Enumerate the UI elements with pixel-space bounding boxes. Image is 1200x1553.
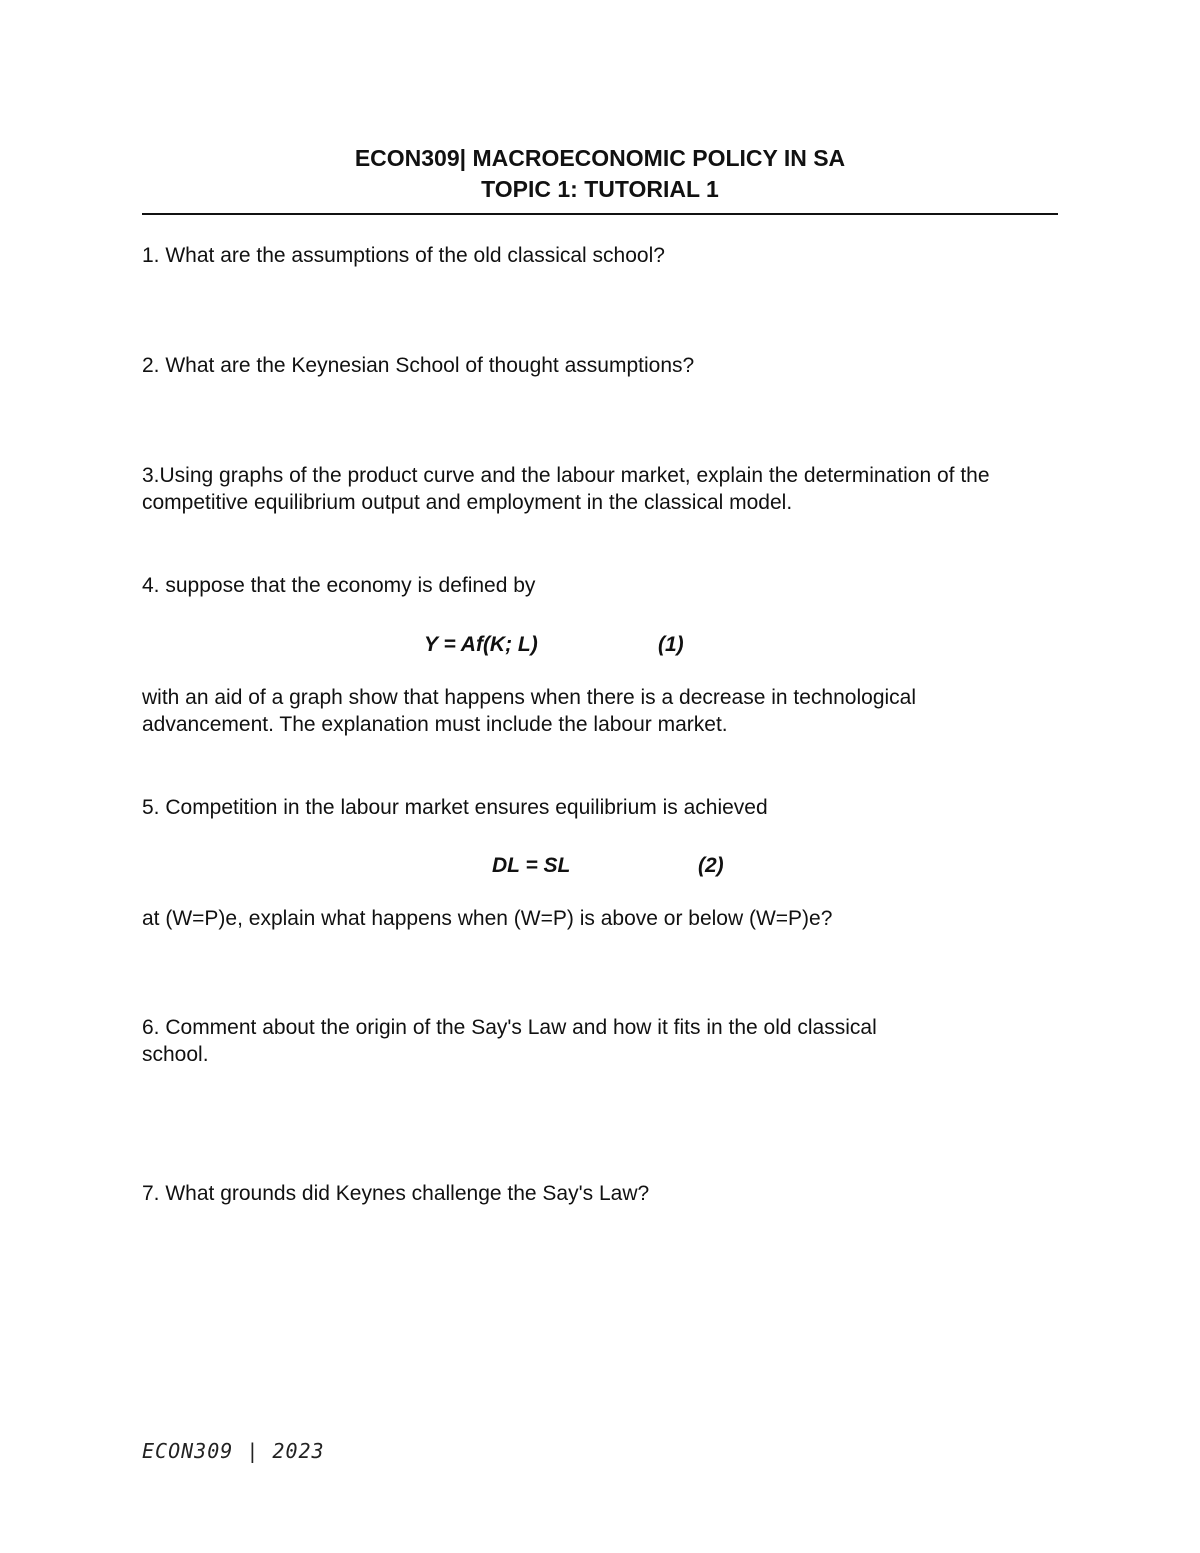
page-footer: ECON309 | 2023 (142, 1439, 325, 1463)
question-1: 1. What are the assumptions of the old classical school? (142, 244, 665, 267)
course-title: ECON309| MACROECONOMIC POLICY IN SA (354, 145, 846, 171)
question-5-continuation: at (W=P)e, explain what happens when (W=P) is above or below (W=P)e? (142, 907, 833, 930)
question-4: 4. suppose that the economy is defined by (142, 574, 536, 597)
question-3: 3.Using graphs of the product curve and the labour market, explain the determination of the competitive equilibrium output and employment in the classical model. (142, 464, 990, 514)
equation-1-number: (1) (658, 633, 684, 656)
question-2: 2. What are the Keynesian School of thought assumptions? (142, 354, 695, 377)
equation-2-expression: DL = SL (492, 854, 571, 877)
equation-2-number: (2) (698, 854, 724, 877)
question-7: 7. What grounds did Keynes challenge the Say's Law? (142, 1182, 650, 1205)
question-5: 5. Competition in the labour market ensures equilibrium is achieved (142, 796, 768, 819)
page-header (142, 143, 1058, 205)
question-6: 6. Comment about the origin of the Say's Law and how it fits in the old classical school. (142, 1016, 877, 1066)
header-divider (142, 213, 1058, 215)
equation-1-expression: Y = Af(K; L) (424, 633, 538, 656)
question-4-continuation: with an aid of a graph show that happens when there is a decrease in technological advancement. The explanation must include the labour market. (142, 686, 917, 736)
tutorial-title: TOPIC 1: TUTORIAL 1 (481, 176, 719, 202)
